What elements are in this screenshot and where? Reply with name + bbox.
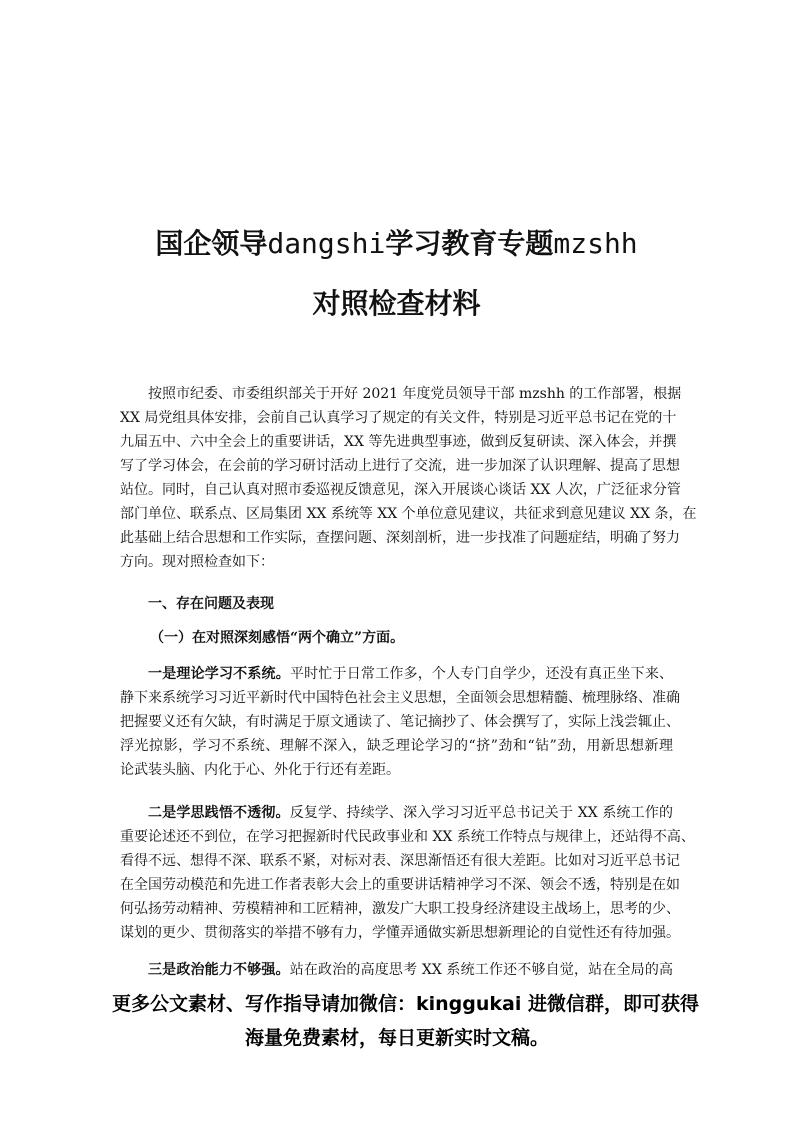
- paragraph-line: 方向。现对照检查如下：: [120, 554, 274, 570]
- paragraph-line: 把握要义还有欠缺，有时满足于原文通读了、笔记摘抄了、体会撰写了，实际上浅尝辄止、: [120, 714, 680, 730]
- promo-line: 更多公文素材、写作指导请加微信：kinggukai 进微信群，即可获得: [112, 993, 699, 1015]
- paragraph-line: 在全国劳动模范和先进工作者表彰大会上的重要讲话精神学习不深、领会不透，特别是在如: [120, 877, 680, 893]
- paragraph-line: 写了学习体会，在会前的学习研讨活动上进行了交流，进一步加深了认识理解、提高了思想: [120, 458, 680, 474]
- paragraph-lead: 二是学思践悟不透彻。: [148, 805, 290, 821]
- intro-paragraph: [120, 382, 697, 574]
- section-heading: 一、存在问题及表现: [148, 596, 274, 612]
- paragraph-line: 浮光掠影，学习不系统、理解不深入，缺乏理论学习的“挤”劲和“钻”劲，用新思想新理: [120, 738, 673, 754]
- title-text: dangshi: [267, 227, 386, 260]
- paragraph-text: 站在政治的高度思考 XX 系统工作还不够自觉，站在全局的高: [289, 962, 673, 978]
- paragraph-line: [120, 662, 673, 686]
- paragraph-line: 此基础上结合思想和工作实际，查摆问题、深刻剖析，进一步找准了问题症结，明确了努力: [120, 530, 680, 546]
- title-text: mzshh: [553, 227, 638, 260]
- paragraph-lead: 三是政治能力不够强。: [148, 962, 290, 978]
- paragraph-line: 站位。同时，自己认真对照市委巡视反馈意见，深入开展谈心谈话 XX 人次，广泛征求分管: [120, 482, 681, 498]
- paragraph-line: XX 局党组具体安排，会前自己认真学习了规定的有关文件，特别是习近平总书记在党的十: [120, 410, 677, 426]
- paragraph-line: [120, 958, 673, 982]
- paragraph-line: 何弘扬劳动精神、劳模精神和工匠精神，激发广大职工投身经济建设主战场上，思考的少、: [120, 901, 680, 917]
- subsection-heading: （一）在对照深刻感悟“两个确立”方面。: [150, 630, 405, 646]
- title-text: 学习教育专题: [385, 227, 554, 260]
- document-title-line2: 对照检查材料: [312, 287, 481, 320]
- paragraph-text: 反复学、持续学、深入学习习近平总书记关于 XX 系统工作的: [289, 805, 673, 821]
- paragraph-line: 部门单位、联系点、区局集团 XX 系统等 XX 个单位意见建议，共征求到意见建议 XX 条，在: [120, 506, 697, 522]
- paragraph-text: 平时忙于日常工作多，个人专门自学少，还没有真正坐下来、: [289, 666, 674, 682]
- title-text: 国企领导: [155, 227, 268, 260]
- paragraph-2: [120, 801, 695, 945]
- paragraph-line: [120, 801, 673, 825]
- promo-line: 海量免费素材，每日更新实时文稿。: [244, 1027, 549, 1049]
- paragraph-line: 按照市纪委、市委组织部关于开好 2021 年度党员领导干部 mzshh 的工作部署，根据: [148, 386, 682, 402]
- paragraph-1: [120, 662, 680, 782]
- promo-footer: [112, 987, 699, 1055]
- document-title-line1: [0, 222, 793, 262]
- paragraph-line: 论武装头脑、内化于心、外化于行还有差距。: [120, 762, 400, 778]
- paragraph-line: 静下来系统学习习近平新时代中国特色社会主义思想，全面领会思想精髓、梳理脉络、准确: [120, 690, 680, 706]
- paragraph-line: 谋划的更少、贯彻落实的举措不够有力，学懂弄通做实新思想新理论的自觉性还有待加强。: [120, 925, 680, 941]
- paragraph-line: 重要论述还不到位，在学习把握新时代民政事业和 XX 系统工作特点与规律上，还站得不高、: [120, 829, 695, 845]
- paragraph-lead: 一是理论学习不系统。: [148, 666, 290, 682]
- paragraph-line: 九届五中、六中全会上的重要讲话，XX 等先进典型事迹，做到反复研读、深入体会，并撰: [120, 434, 677, 450]
- paragraph-line: 看得不远、想得不深、联系不紧，对标对表、深思渐悟还有很大差距。比如对习近平总书记: [120, 853, 680, 869]
- paragraph-3: [120, 958, 673, 982]
